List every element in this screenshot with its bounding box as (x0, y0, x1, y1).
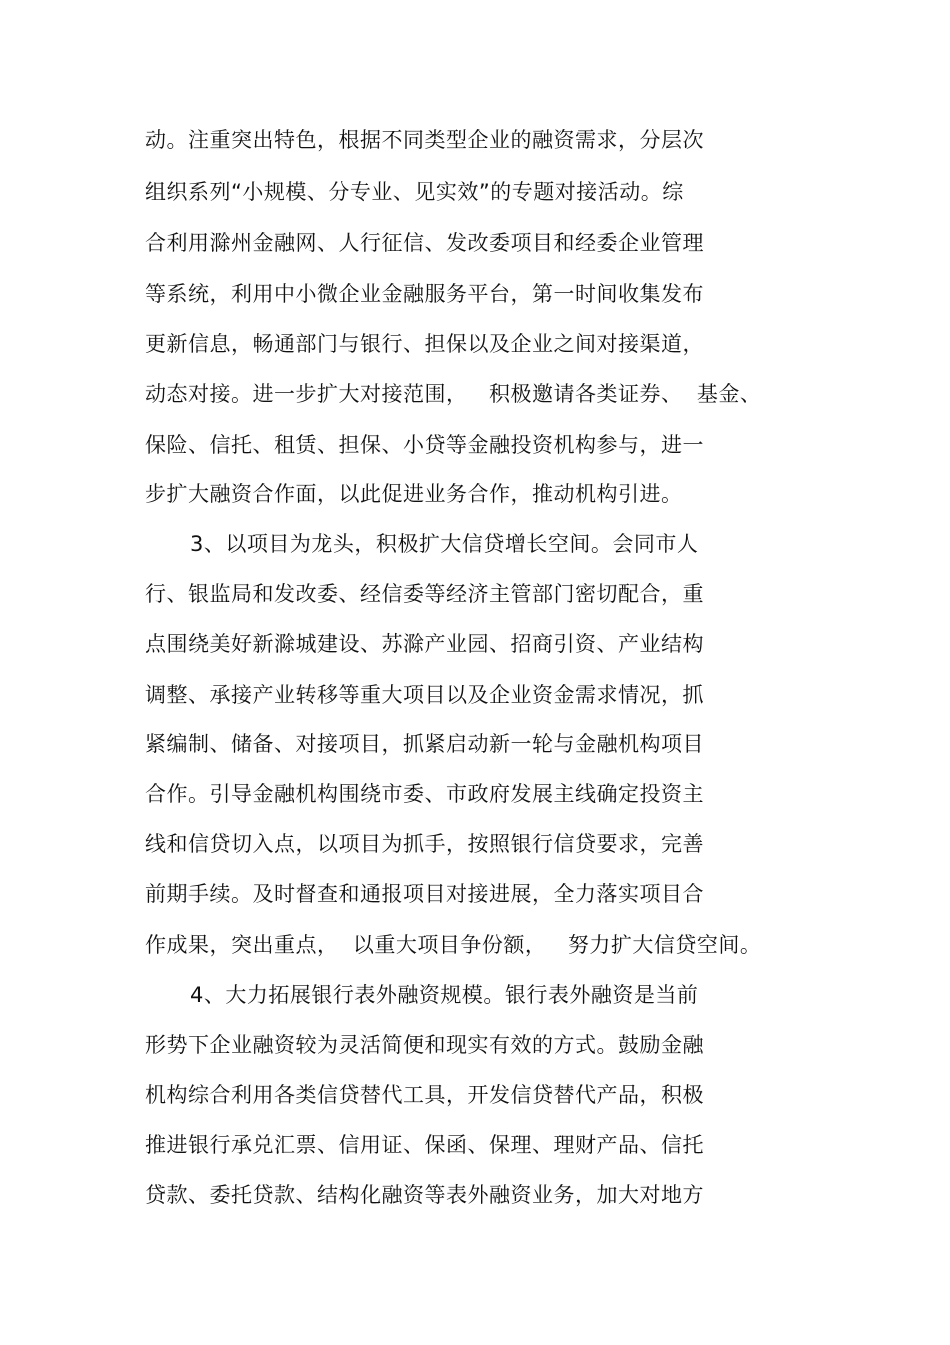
paragraph-line: 形势下企业融资较为灵活简便和现实有效的方式。鼓励金融 (145, 1033, 704, 1057)
paragraph-line: 动。注重突出特色，根据不同类型企业的融资需求，分层次 (145, 128, 704, 152)
paragraph-line: 调整、承接产业转移等重大项目以及企业资金需求情况，抓 (145, 683, 704, 707)
paragraph-line: 点围绕美好新滁城建设、苏滁产业园、招商引资、产业结构 (145, 632, 704, 656)
paragraph-line: 动态对接。进一步扩大对接范围， 积极邀请各类证券、 基金、 (145, 382, 762, 406)
paragraph-line: 机构综合利用各类信贷替代工具，开发信贷替代产品，积极 (145, 1083, 704, 1107)
paragraph-line: 合利用滁州金融网、人行征信、发改委项目和经委企业管理 (145, 231, 704, 255)
section-4-heading-line: 4、大力拓展银行表外融资规模。银行表外融资是当前 (190, 983, 699, 1007)
paragraph-line: 作成果，突出重点， 以重大项目争份额， 努力扩大信贷空间。 (145, 933, 762, 957)
paragraph-line: 线和信贷切入点，以项目为抓手，按照银行信贷要求，完善 (145, 832, 704, 856)
paragraph-line: 行、银监局和发改委、经信委等经济主管部门密切配合，重 (145, 582, 704, 606)
paragraph-line: 步扩大融资合作面，以此促进业务合作，推动机构引进。 (145, 482, 683, 506)
paragraph-line: 更新信息，畅通部门与银行、担保以及企业之间对接渠道， (145, 332, 704, 356)
paragraph-line: 组织系列“小规模、分专业、见实效”的专题对接活动。综 (145, 180, 684, 204)
paragraph-line: 紧编制、储备、对接项目，抓紧启动新一轮与金融机构项目 (145, 732, 704, 756)
paragraph-line: 保险、信托、租赁、担保、小贷等金融投资机构参与，进一 (145, 433, 704, 457)
paragraph-line: 等系统，利用中小微企业金融服务平台，第一时间收集发布 (145, 282, 704, 306)
section-3-heading-line: 3、以项目为龙头，积极扩大信贷增长空间。会同市人 (190, 532, 699, 556)
paragraph-line: 前期手续。及时督查和通报项目对接进展，全力落实项目合 (145, 882, 704, 906)
paragraph-line: 贷款、委托贷款、结构化融资等表外融资业务，加大对地方 (145, 1183, 704, 1207)
paragraph-line: 合作。引导金融机构围绕市委、市政府发展主线确定投资主 (145, 782, 704, 806)
paragraph-line: 推进银行承兑汇票、信用证、保函、保理、理财产品、信托 (145, 1133, 704, 1157)
